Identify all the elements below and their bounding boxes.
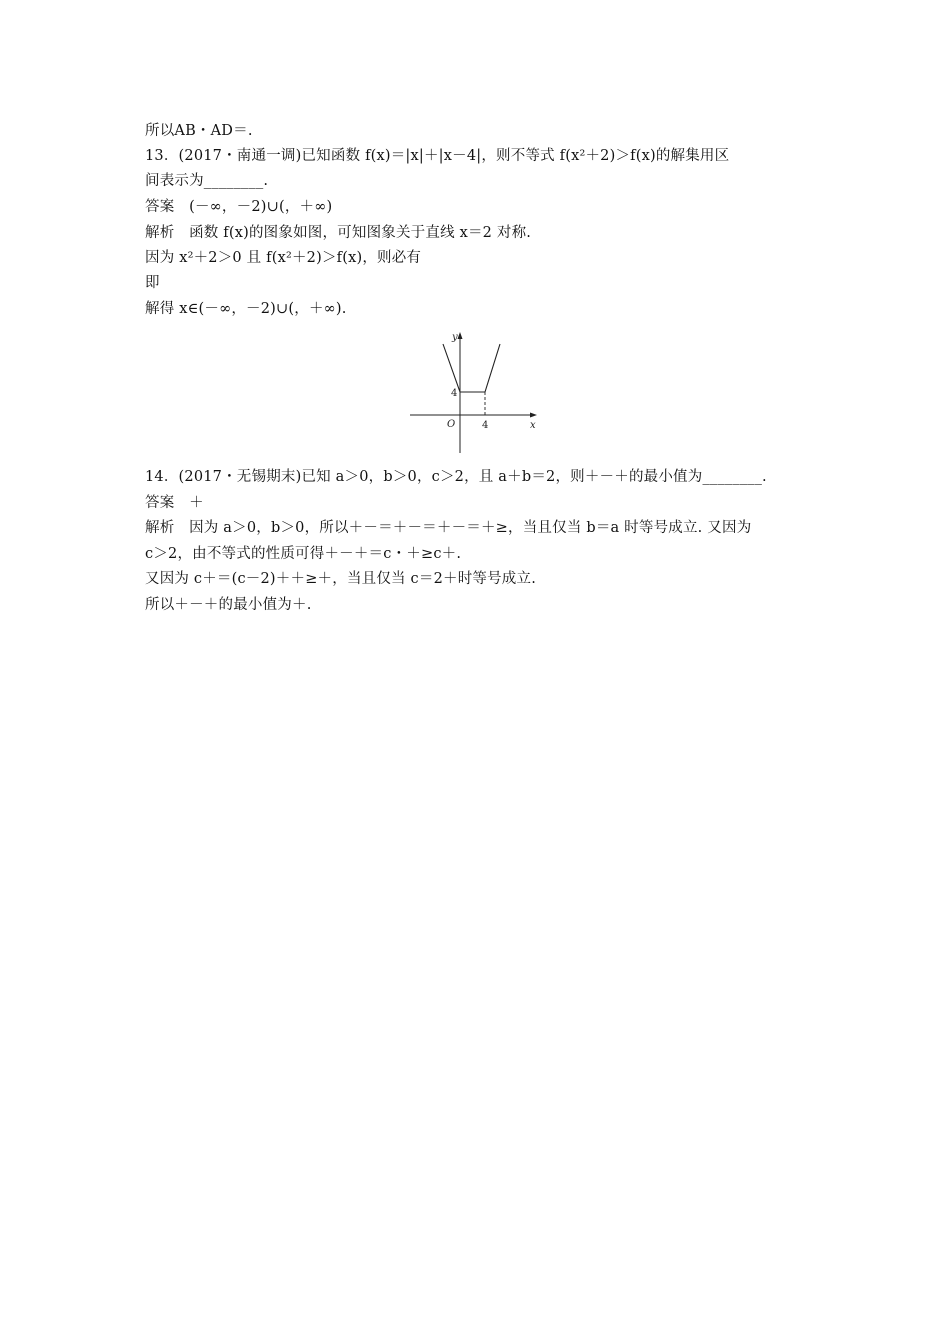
origin-label: O xyxy=(447,419,456,430)
text-line-1: 所以AB・AD＝. xyxy=(145,123,253,139)
problem-14-analysis: 解析 因为 a＞0，b＞0，所以＋－＝＋－＝＋－＝＋≥，当且仅当 b＝a 时等号成立. 又因为 xyxy=(145,520,752,536)
problem-13-blank: 间表示为________. xyxy=(145,173,269,189)
problem-14-statement: 14．(2017・无锡期末)已知 a＞0，b＞0，c＞2，且 a＋b＝2，则＋－＋的最小值为________. xyxy=(145,469,767,485)
problem-13-statement: 13．(2017・南通一调)已知函数 f(x)＝|x|＋|x－4|，则不等式 f(x²＋2)＞f(x)的解集用区 xyxy=(145,148,730,164)
problem-13-analysis: 解析 函数 f(x)的图象如图，可知图象关于直线 x＝2 对称. xyxy=(145,225,532,241)
x-axis-arrow xyxy=(530,413,537,418)
problem-14-inequality: c＞2，由不等式的性质可得＋－＋＝c・＋≥c＋. xyxy=(145,546,462,562)
function-graph-svg xyxy=(405,328,545,458)
y-axis-label: y xyxy=(452,332,458,343)
problem-14-answer: 答案 ＋ xyxy=(145,495,204,511)
problem-13-solution: 解得 x∈(－∞，－2)∪(，＋∞). xyxy=(145,301,347,317)
y-axis-arrow xyxy=(458,332,463,339)
y-tick-label: 4 xyxy=(451,388,458,399)
problem-13-ie: 即 xyxy=(145,275,160,291)
function-graph-figure xyxy=(405,328,545,458)
function-curve xyxy=(443,344,500,392)
problem-13-condition: 因为 x²＋2＞0 且 f(x²＋2)＞f(x)，则必有 xyxy=(145,250,422,266)
problem-14-further: 又因为 c＋＝(c－2)＋＋≥＋，当且仅当 c＝2＋时等号成立. xyxy=(145,571,537,587)
x-axis-label: x xyxy=(530,420,536,431)
x-tick-label: 4 xyxy=(482,420,489,431)
problem-13-answer: 答案 (－∞，－2)∪(，＋∞) xyxy=(145,199,333,215)
problem-14-conclusion: 所以＋－＋的最小值为＋. xyxy=(145,597,312,613)
